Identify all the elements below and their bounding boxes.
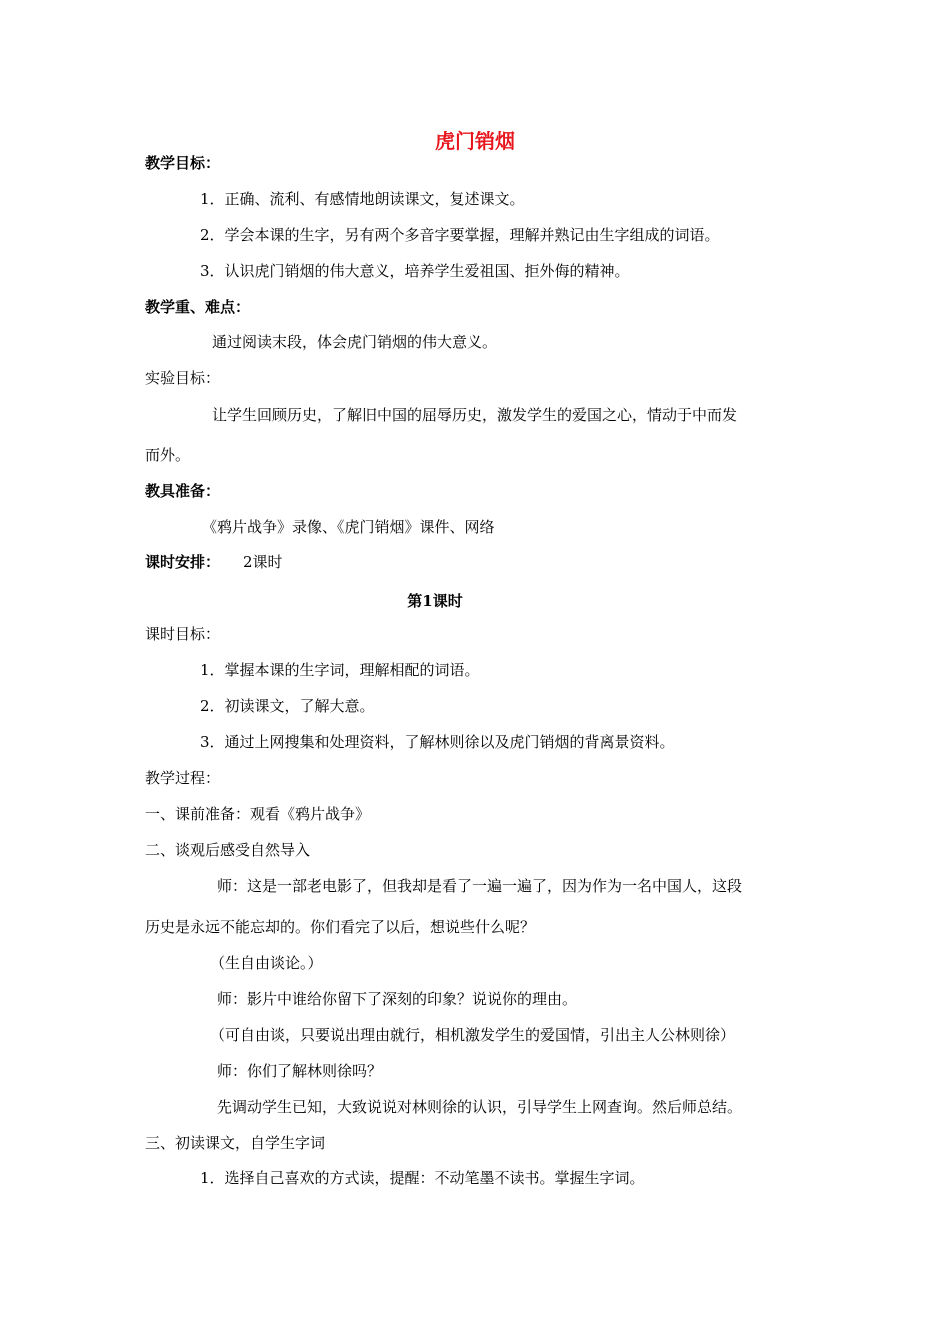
process-heading: 教学过程： [145, 769, 221, 787]
schedule-heading: 课时安排： [145, 553, 221, 571]
step-3: 三、初读课文，自学生字词 [145, 1134, 326, 1152]
schedule-text: 2课时 [243, 553, 283, 571]
step-3-item-1: 1．选择自己喜欢的方式读，提醒：不动笔墨不读书。掌握生字词。 [200, 1169, 645, 1187]
goals-heading: 教学目标： [145, 154, 221, 172]
teacher-line-3: 师：你们了解林则徐吗？ [217, 1062, 383, 1080]
goal-item-1: 1．正确、流利、有感情地朗读课文，复述课文。 [200, 190, 525, 208]
exp-text-line-1: 让学生回顾历史，了解旧中国的屈辱历史，激发学生的爱国之心，情动于中而发 [212, 406, 738, 424]
lesson-title: 第1课时 [407, 592, 463, 610]
step-2: 二、谈观后感受自然导入 [145, 841, 311, 859]
student-line-1: （生自由谈论。） [210, 954, 323, 972]
lesson-goals-heading: 课时目标： [145, 625, 221, 643]
lesson-goal-3: 3．通过上网搜集和处理资料，了解林则徐以及虎门销烟的背离景资料。 [200, 733, 675, 751]
lesson-goal-1: 1．掌握本课的生字词，理解相配的词语。 [200, 661, 480, 679]
goal-item-3: 3．认识虎门销烟的伟大意义，培养学生爱祖国、拒外侮的精神。 [200, 262, 630, 280]
step-1: 一、课前准备：观看《鸦片战争》 [145, 805, 371, 823]
key-heading: 教学重、难点： [145, 298, 251, 316]
teacher-line-2: 师：影片中谁给你留下了深刻的印象？说说你的理由。 [217, 990, 578, 1008]
key-text: 通过阅读末段，体会虎门销烟的伟大意义。 [212, 333, 498, 351]
teacher-line-1b: 历史是永远不能忘却的。你们看完了以后，想说些什么呢？ [145, 918, 536, 936]
note-line-1: （可自由谈，只要说出理由就行，相机激发学生的爱国情，引出主人公林则徐） [210, 1026, 736, 1044]
tools-heading: 教具准备： [145, 482, 221, 500]
exp-heading: 实验目标： [145, 369, 221, 387]
tools-text: 《鸦片战争》录像、《虎门销烟》课件、网络 [202, 518, 495, 536]
teacher-line-1a: 师：这是一部老电影了，但我却是看了一遍一遍了，因为作为一名中国人，这段 [217, 877, 743, 895]
doc-title: 虎门销烟 [435, 129, 515, 153]
lesson-goal-2: 2．初读课文，了解大意。 [200, 697, 375, 715]
goal-item-2: 2．学会本课的生字，另有两个多音字要掌握，理解并熟记由生字组成的词语。 [200, 226, 720, 244]
exp-text-line-2: 而外。 [145, 446, 191, 464]
note-line-2: 先调动学生已知，大致说说对林则徐的认识，引导学生上网查询。然后师总结。 [217, 1098, 743, 1116]
